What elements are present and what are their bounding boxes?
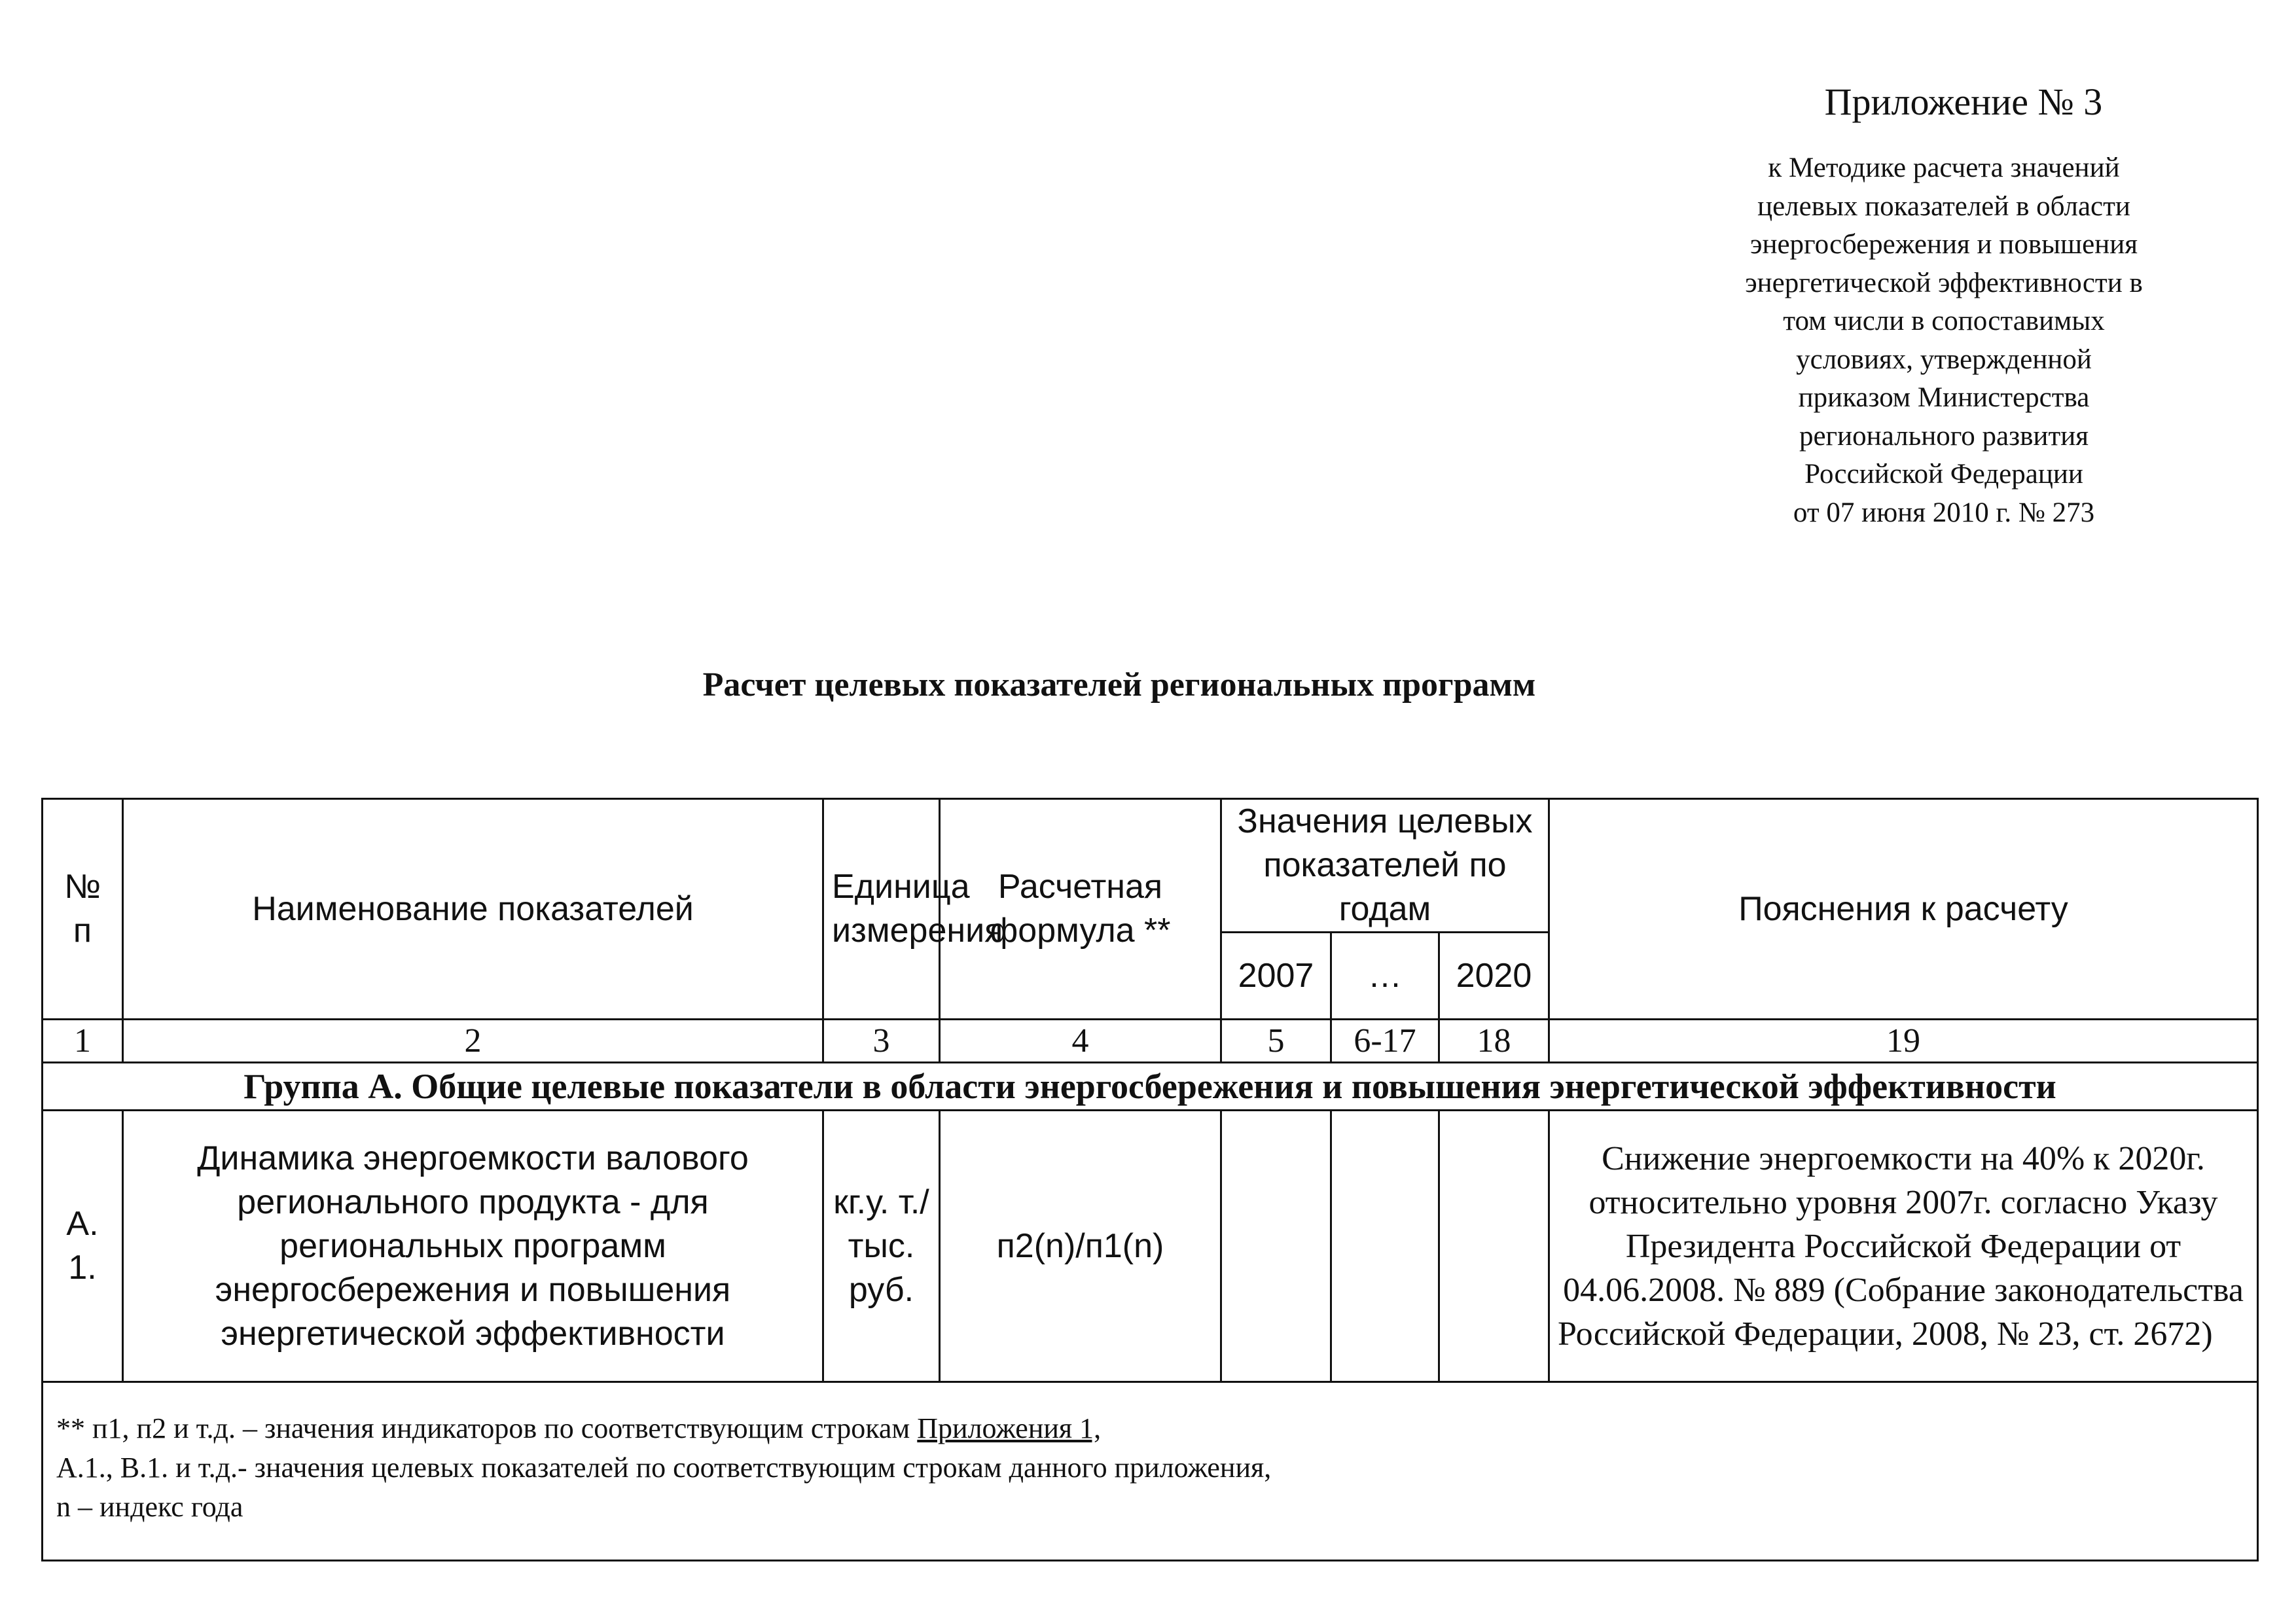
- footnote-line-1-text: ** п1, п2 и т.д. – значения индикаторов по соответствующим строкам: [56, 1412, 918, 1444]
- column-number: 6-17: [1331, 1020, 1439, 1063]
- appendix-1-link[interactable]: Приложения 1,: [917, 1412, 1102, 1444]
- annex-subtitle-line: Российской Федерации: [1804, 459, 2083, 490]
- header-values-by-year: Значения целевых показателей по годам: [1221, 799, 1549, 933]
- column-number: 19: [1549, 1020, 2258, 1063]
- annex-subtitle-line: том числи в сопоставимых: [1783, 306, 2105, 336]
- annex-subtitle-line: условиях, утвержденной: [1796, 344, 2092, 375]
- footnote: [43, 1382, 2258, 1561]
- row-value-2007: [1221, 1111, 1331, 1382]
- header-name: Наименование показателей: [123, 799, 823, 1020]
- footnote-line-1: [56, 1409, 2244, 1448]
- table-row: [43, 1111, 2258, 1382]
- annex-subtitle-line: к Методике расчета значений: [1768, 152, 2120, 183]
- row-notes: Снижение энергоемкости на 40% к 2020г. относительно уровня 2007г. согласно Указу Президента Российской Федерации от 04.06.2008. № 889 (Собрание законодательства Российской Федерации, 2008, № 23, ст. 2672): [1549, 1111, 2258, 1382]
- group-title: Группа А. Общие целевые показатели в области энергосбережения и повышения энергетической эффективности: [43, 1063, 2258, 1111]
- annex-subtitle-line: энергосбережения и повышения: [1749, 229, 2138, 260]
- footnote-line-3: n – индекс года: [56, 1491, 243, 1523]
- document-heading: Расчет целевых показателей региональных программ: [702, 666, 1536, 704]
- column-number: 3: [823, 1020, 940, 1063]
- header-notes: Пояснения к расчету: [1549, 799, 2258, 1020]
- annex-subtitle-line: приказом Министерства: [1798, 382, 2090, 413]
- footnote-line-2: А.1., В.1. и т.д.- значения целевых показателей по соответствующим строкам данного приложения,: [56, 1452, 1272, 1484]
- column-number: 2: [123, 1020, 823, 1063]
- annex-subtitle: [1662, 149, 2225, 532]
- annex-subtitle-line: целевых показателей в области: [1757, 190, 2130, 222]
- header-number: № п: [43, 799, 123, 1020]
- row-indicator-name: Динамика энергоемкости валового регионального продукта - для региональных программ энергосбережения и повышения энергетической эффективности: [123, 1111, 823, 1382]
- column-number: 18: [1439, 1020, 1549, 1063]
- header-year-mid: …: [1331, 933, 1439, 1020]
- header-unit: Единица измерения: [823, 799, 940, 1020]
- annex-subtitle-line: энергетической эффективности в: [1745, 267, 2143, 298]
- row-value-mid: [1331, 1111, 1439, 1382]
- row-number: А. 1.: [43, 1111, 123, 1382]
- target-indicators-table: [41, 798, 2259, 1561]
- annex-title: Приложение № 3: [1824, 80, 2103, 123]
- column-number: 4: [940, 1020, 1221, 1063]
- row-unit: кг.у. т./ тыс. руб.: [823, 1111, 940, 1382]
- row-value-2020: [1439, 1111, 1549, 1382]
- annex-subtitle-line: от 07 июня 2010 г. № 273: [1793, 497, 2095, 528]
- column-number: 5: [1221, 1020, 1331, 1063]
- header-year-2007: 2007: [1221, 933, 1331, 1020]
- header-formula: Расчетная формула **: [940, 799, 1221, 1020]
- row-formula: п2(n)/п1(n): [940, 1111, 1221, 1382]
- column-number: 1: [43, 1020, 123, 1063]
- annex-subtitle-line: регионального развития: [1799, 420, 2089, 452]
- header-year-2020: 2020: [1439, 933, 1549, 1020]
